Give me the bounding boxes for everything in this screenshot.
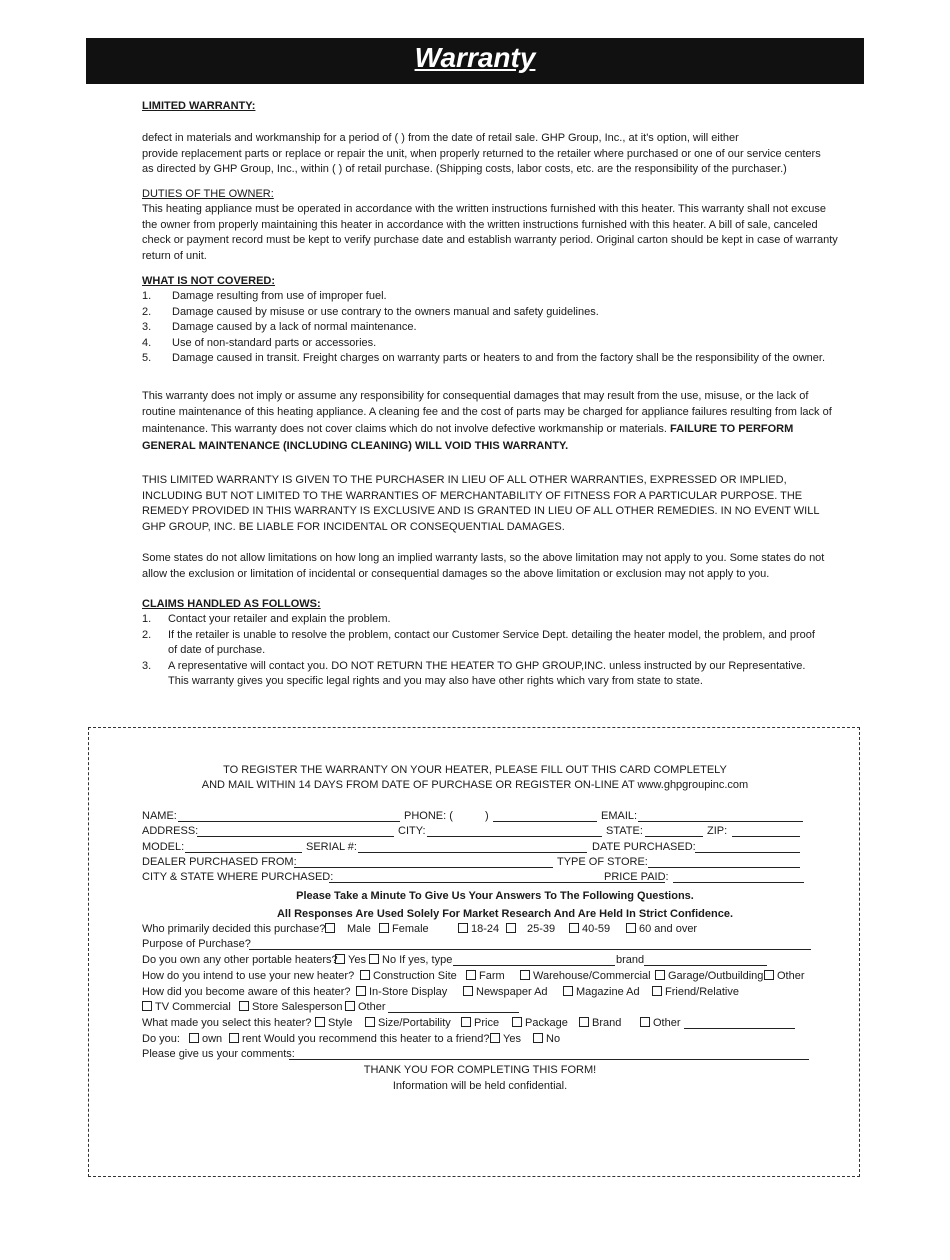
model-field[interactable] [185,852,302,853]
aware-other-option[interactable]: Other [345,1000,386,1015]
checkbox-icon[interactable] [579,1017,589,1027]
not-covered-item: Damage caused by a lack of normal maintenance. [172,321,417,333]
limited-line-2: provide replacement parts or replace or repair the unit, when properly returned to the retailer where purchased or one of our service centers [142,148,821,160]
claims-item: Contact your retailer and explain the problem. [168,613,391,625]
purpose-field[interactable] [249,949,811,950]
select-style-option[interactable]: Style [315,1016,352,1031]
comments-label: Please give us your comments: [142,1048,295,1060]
own-no-option[interactable]: No If yes, type [369,953,452,968]
lieu-line-2: INCLUDING BUT NOT LIMITED TO THE WARRANTIES OF MERCHANTABILITY OF FITNESS FOR A PARTICULAR PURPOSE. THE [142,490,803,502]
price-label: PRICE PAID: [604,871,669,883]
city-label: CITY: [398,825,426,837]
checkbox-icon[interactable] [142,1001,152,1011]
recommend-no-option[interactable]: No [533,1032,560,1047]
not-covered-heading: WHAT IS NOT COVERED: [142,275,276,287]
store-type-field[interactable] [648,867,800,868]
brand-label: brand [616,954,645,966]
zip-label: ZIP: [707,825,728,837]
limited-warranty-heading: LIMITED WARRANTY: [142,100,256,112]
checkbox-icon[interactable] [379,923,389,933]
address-field[interactable] [197,836,394,837]
confidential-text: Information will be held confidential. [392,1080,568,1092]
date-purchased-field[interactable] [695,852,800,853]
not-covered-num: 4. [142,337,152,349]
consequential-line-2: routine maintenance of this heating appliance. A cleaning fee and the cost of parts may be charged for appliance failures resulting from lack of [142,406,832,418]
date-purchased-label: DATE PURCHASED: [592,841,696,853]
claims-num: 2. [142,629,152,641]
age-25-39-option[interactable]: 25-39 [506,922,555,937]
registration-card [88,727,860,1177]
recommend-yes-option[interactable]: Yes [490,1032,521,1047]
thank-you-text: THANK YOU FOR COMPLETING THIS FORM! [363,1064,597,1076]
checkbox-icon[interactable] [466,970,476,980]
aware-friend-option[interactable]: Friend/Relative [652,985,739,1000]
email-label: EMAIL: [601,810,638,822]
use-garage-option[interactable]: Garage/Outbuilding [655,969,763,984]
claims-item-cont: This warranty gives you specific legal rights and you may also have other rights which vary from state to state. [168,675,703,687]
checkbox-icon[interactable] [490,1033,500,1043]
q-purpose: Purpose of Purchase? [142,938,251,950]
who-female-option[interactable]: Female [379,922,429,937]
checkbox-icon[interactable] [506,923,516,933]
own-yes-option[interactable]: Yes [335,953,366,968]
not-covered-num: 5. [142,352,152,364]
states-line-2: allow the exclusion or limitation of incidental or consequential damages so the above limitation or exclusion may not apply to you. [142,568,770,580]
aware-instore-option[interactable]: In-Store Display [356,985,447,1000]
state-field[interactable] [645,836,703,837]
age-60-over-option[interactable]: 60 and over [626,922,697,937]
claims-num: 3. [142,660,152,672]
city-state-label: CITY & STATE WHERE PURCHASED: [142,871,334,883]
checkbox-icon[interactable] [533,1033,543,1043]
duties-line-4: return of unit. [142,250,207,262]
limited-line-1: defect in materials and workmanship for a period of ( ) from the date of retail sale. GHP Group, Inc., at it's option, will either [142,132,739,144]
not-covered-num: 3. [142,321,152,333]
q-own-heaters: Do you own any other portable heaters? [142,954,338,966]
zip-field[interactable] [732,836,800,837]
state-label: STATE: [606,825,643,837]
page-title: Warranty [414,42,536,73]
consequential-line-3: maintenance. This warranty does not cover claims which do not involve defective workmanship or materials. FAILURE TO PERFORM [142,423,794,435]
use-other-option[interactable]: Other [764,969,805,984]
checkbox-icon[interactable] [520,970,530,980]
not-covered-item: Damage caused by misuse or use contrary to the owners manual and safety guidelines. [172,306,599,318]
card-intro-1: TO REGISTER THE WARRANTY ON YOUR HEATER, PLEASE FILL OUT THIS CARD COMPLETELY [223,764,727,776]
heater-type-field[interactable] [453,965,615,966]
claims-item: If the retailer is unable to resolve the problem, contact our Customer Service Dept. detailing the heater model, the problem, and proof [168,629,815,641]
lieu-line-4: GHP GROUP, INC. BE LIABLE FOR INCIDENTAL OR CONSEQUENTIAL DAMAGES. [142,521,565,533]
checkbox-icon[interactable] [229,1033,239,1043]
comments-field[interactable] [289,1059,809,1060]
select-brand-option[interactable]: Brand [579,1016,621,1031]
survey-intro-1: Please Take a Minute To Give Us Your Answers To The Following Questions. [296,890,694,902]
aware-magazine-option[interactable]: Magazine Ad [563,985,640,1000]
select-price-option[interactable]: Price [461,1016,499,1031]
checkbox-icon[interactable] [356,986,366,996]
serial-field[interactable] [358,852,587,853]
own-option[interactable]: own [189,1032,222,1047]
model-label: MODEL: [142,841,185,853]
use-warehouse-option[interactable]: Warehouse/Commercial [520,969,651,984]
checkbox-icon[interactable] [563,986,573,996]
not-covered-num: 1. [142,290,152,302]
not-covered-num: 2. [142,306,152,318]
not-covered-item: Use of non-standard parts or accessories. [172,337,377,349]
checkbox-icon[interactable] [640,1017,650,1027]
checkbox-icon[interactable] [652,986,662,996]
heater-brand-field[interactable] [644,965,767,966]
checkbox-icon[interactable] [315,1017,325,1027]
select-size-option[interactable]: Size/Portability [365,1016,451,1031]
card-intro-2: AND MAIL WITHIN 14 DAYS FROM DATE OF PURCHASE OR REGISTER ON-LINE AT www.ghpgroupinc.com [201,779,749,791]
age-18-24-option[interactable]: 18-24 [458,922,499,937]
dealer-field[interactable] [294,867,553,868]
select-other-field[interactable] [684,1028,795,1029]
claims-heading: CLAIMS HANDLED AS FOLLOWS: [142,598,321,610]
lieu-line-3: REMEDY PROVIDED IN THIS WARRANTY IS EXCLUSIVE AND IS GRANTED IN LIEU OF ALL OTHER REMEDIES. IN NO EVENT WILL [142,505,820,517]
email-field[interactable] [638,821,803,822]
q-own-rent: Do you: [142,1033,180,1045]
phone-field[interactable] [493,821,597,822]
claims-item: A representative will contact you. DO NOT RETURN THE HEATER TO GHP GROUP,INC. unless instructed by our Representative. [168,660,806,672]
who-male-option[interactable]: Male [325,922,371,937]
warranty-banner [86,38,864,84]
checkbox-icon[interactable] [655,970,665,980]
name-label: NAME: [142,810,177,822]
phone-paren: ) [485,810,489,822]
q-intended-use: How do you intend to use your new heater? [142,970,355,982]
phone-label: PHONE: ( [404,810,453,822]
q-awareness: How did you become aware of this heater? [142,986,351,998]
city-field[interactable] [427,836,602,837]
aware-salesperson-option[interactable]: Store Salesperson [239,1000,343,1015]
checkbox-icon[interactable] [345,1001,355,1011]
consequential-line-1: This warranty does not imply or assume any responsibility for consequential damages that may result from the use, misuse, or the lack of [142,390,809,402]
claims-item-cont: of date of purchase. [168,644,266,656]
aware-newspaper-option[interactable]: Newspaper Ad [463,985,548,1000]
states-line-1: Some states do not allow limitations on how long an implied warranty lasts, so the above limitation may not apply to you. Some states do not [142,552,825,564]
address-label: ADDRESS: [142,825,199,837]
aware-tv-option[interactable]: TV Commercial [142,1000,231,1015]
claims-num: 1. [142,613,152,625]
checkbox-icon[interactable] [365,1017,375,1027]
limited-line-3: as directed by GHP Group, Inc., within ( ) of retail purchase. (Shipping costs, labor costs, etc. are the responsibility of the purchaser.) [142,163,787,175]
checkbox-icon[interactable] [461,1017,471,1027]
duties-line-2: the owner from properly maintaining this heater in accordance with the written instructions furnished with this heater. A bill of sale, canceled [142,219,818,231]
checkbox-icon[interactable] [335,954,345,964]
select-package-option[interactable]: Package [512,1016,568,1031]
not-covered-item: Damage caused in transit. Freight charges on warranty parts or heaters to and from the factory shall be the responsibility of the owner. [172,352,826,364]
checkbox-icon[interactable] [189,1033,199,1043]
rent-option[interactable]: rent Would you recommend this heater to a friend? [229,1032,489,1047]
survey-intro-2: All Responses Are Used Solely For Market Research And Are Held In Strict Confidence. [276,908,733,920]
lieu-line-1: THIS LIMITED WARRANTY IS GIVEN TO THE PURCHASER IN LIEU OF ALL OTHER WARRANTIES, EXPRESSED OR IMPLIED, [142,474,787,486]
q-selection-reason: What made you select this heater? [142,1017,312,1029]
checkbox-icon[interactable] [325,923,335,933]
checkbox-icon[interactable] [369,954,379,964]
duties-heading: DUTIES OF THE OWNER: [142,188,274,200]
select-other-option[interactable]: Other [640,1016,681,1031]
use-construction-option[interactable]: Construction Site [360,969,457,984]
age-40-59-option[interactable]: 40-59 [569,922,610,937]
duties-line-1: This heating appliance must be operated in accordance with the written instructions furnished with this heater. This warranty shall not excuse [142,203,826,215]
not-covered-item: Damage resulting from use of improper fuel. [172,290,387,302]
name-field[interactable] [178,821,400,822]
price-field[interactable] [673,882,804,883]
serial-label: SERIAL #: [306,841,357,853]
consequential-bold-tail: FAILURE TO PERFORM [670,423,794,435]
q-who-decided: Who primarily decided this purchase? [142,923,326,935]
checkbox-icon[interactable] [239,1001,249,1011]
store-type-label: TYPE OF STORE: [557,856,648,868]
dealer-label: DEALER PURCHASED FROM: [142,856,297,868]
checkbox-icon[interactable] [360,970,370,980]
checkbox-icon[interactable] [463,986,473,996]
checkbox-icon[interactable] [458,923,468,933]
use-farm-option[interactable]: Farm [466,969,505,984]
checkbox-icon[interactable] [512,1017,522,1027]
checkbox-icon[interactable] [569,923,579,933]
duties-line-3: check or payment record must be kept to verify purchase date and establish warranty period. Original carton should be kept in case of warranty [142,234,838,246]
consequential-bold-line: GENERAL MAINTENANCE (INCLUDING CLEANING) WILL VOID THIS WARRANTY. [142,440,569,452]
aware-other-field[interactable] [388,1012,519,1013]
checkbox-icon[interactable] [626,923,636,933]
checkbox-icon[interactable] [764,970,774,980]
